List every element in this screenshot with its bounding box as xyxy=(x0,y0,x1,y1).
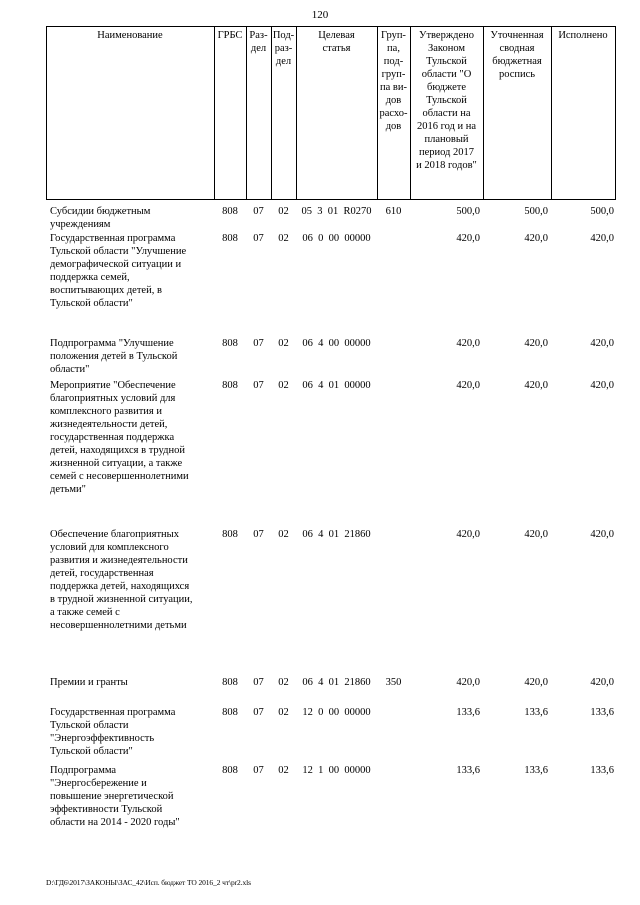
header-razdel: Раз- дел xyxy=(249,30,268,54)
cell-ispolneno: 133,6 xyxy=(590,765,614,776)
cell-name: Государственная программа Тульской области "Улучшение демографической ситуации и поддержка семей, воспитывающих детей, в Тульской области" xyxy=(50,233,187,309)
cell-podrazdel: 02 xyxy=(278,206,289,217)
cell-utverzhdeno: 420,0 xyxy=(456,677,480,688)
cell-celevaya-statya: 05 3 01 R0270 xyxy=(301,206,372,217)
header-celevaya-statya: Целевая статья xyxy=(318,30,355,54)
cell-utverzhdeno: 133,6 xyxy=(456,765,480,776)
cell-utochnennaya: 420,0 xyxy=(524,529,548,540)
cell-celevaya-statya: 12 1 00 00000 xyxy=(302,765,371,776)
cell-grbs: 808 xyxy=(222,677,238,688)
cell-razdel: 07 xyxy=(253,233,264,244)
cell-podrazdel: 02 xyxy=(278,677,289,688)
page-number: 120 xyxy=(311,9,329,21)
cell-razdel: 07 xyxy=(253,765,264,776)
cell-celevaya-statya: 06 4 00 00000 xyxy=(302,338,371,349)
header-podrazdel: Под- раз- дел xyxy=(272,30,295,67)
cell-grbs: 808 xyxy=(222,380,238,391)
cell-podrazdel: 02 xyxy=(278,338,289,349)
cell-name: Субсидии бюджетным учреждениям xyxy=(50,206,151,230)
header-gruppa: Груп- па, под- груп- па ви- дов расхо- дов xyxy=(379,30,408,132)
cell-podrazdel: 02 xyxy=(278,707,289,718)
cell-razdel: 07 xyxy=(253,338,264,349)
cell-grbs: 808 xyxy=(222,206,238,217)
cell-celevaya-statya: 06 4 01 00000 xyxy=(302,380,371,391)
cell-celevaya-statya: 06 4 01 21860 xyxy=(302,529,371,540)
cell-name: Мероприятие "Обеспечение благоприятных условий для комплексного развития и жизнедеятельности детей, государственная поддержка детей, находящихся в трудной жизненной ситуации, а также семей с несовершеннолетними детьми" xyxy=(50,380,189,495)
cell-ispolneno: 420,0 xyxy=(590,677,614,688)
cell-razdel: 07 xyxy=(253,206,264,217)
cell-name: Премии и гранты xyxy=(50,677,128,688)
cell-utverzhdeno: 133,6 xyxy=(456,707,480,718)
footer-file-path: D:\ГД6\2017\ЗАКОНЫ\ЗАС_42\Исп. бюджет ТО 2016_2 чт\pr2.xls xyxy=(46,878,251,887)
cell-utverzhdeno: 420,0 xyxy=(456,338,480,349)
cell-utverzhdeno: 420,0 xyxy=(456,233,480,244)
cell-ispolneno: 420,0 xyxy=(590,380,614,391)
cell-name: Подпрограмма "Энергосбережение и повышение энергетической эффективности Тульской области на 2014 - 2020 годы" xyxy=(50,765,180,828)
cell-podrazdel: 02 xyxy=(278,529,289,540)
cell-utochnennaya: 420,0 xyxy=(524,677,548,688)
cell-grbs: 808 xyxy=(222,233,238,244)
cell-ispolneno: 420,0 xyxy=(590,529,614,540)
cell-razdel: 07 xyxy=(253,380,264,391)
header-bottom-border xyxy=(46,199,616,200)
cell-vid-rashodov: 350 xyxy=(385,677,402,688)
cell-razdel: 07 xyxy=(253,677,264,688)
header-grbs: ГРБС xyxy=(217,30,243,41)
cell-utverzhdeno: 500,0 xyxy=(456,206,480,217)
cell-utochnennaya: 420,0 xyxy=(524,380,548,391)
cell-utochnennaya: 420,0 xyxy=(524,233,548,244)
header-utochnennaya: Уточненная сводная бюджетная роспись xyxy=(490,30,544,80)
cell-ispolneno: 420,0 xyxy=(590,233,614,244)
cell-utochnennaya: 133,6 xyxy=(524,765,548,776)
header-ispolneno: Исполнено xyxy=(558,30,608,41)
cell-podrazdel: 02 xyxy=(278,765,289,776)
cell-celevaya-statya: 06 0 00 00000 xyxy=(302,233,371,244)
cell-utverzhdeno: 420,0 xyxy=(456,380,480,391)
cell-utochnennaya: 420,0 xyxy=(524,338,548,349)
cell-vid-rashodov: 610 xyxy=(385,206,402,217)
cell-name: Подпрограмма "Улучшение положения детей в Тульской области" xyxy=(50,338,178,375)
cell-podrazdel: 02 xyxy=(278,380,289,391)
cell-razdel: 07 xyxy=(253,707,264,718)
cell-ispolneno: 420,0 xyxy=(590,338,614,349)
cell-razdel: 07 xyxy=(253,529,264,540)
cell-grbs: 808 xyxy=(222,529,238,540)
cell-utochnennaya: 133,6 xyxy=(524,707,548,718)
cell-ispolneno: 133,6 xyxy=(590,707,614,718)
cell-grbs: 808 xyxy=(222,707,238,718)
cell-grbs: 808 xyxy=(222,338,238,349)
cell-celevaya-statya: 06 4 01 21860 xyxy=(302,677,371,688)
cell-utverzhdeno: 420,0 xyxy=(456,529,480,540)
cell-ispolneno: 500,0 xyxy=(590,206,614,217)
header-utverzhdeno: Утверждено Законом Тульской области "О бюджете Тульской области на 2016 год и на плановый период 2017 и 2018 годов" xyxy=(416,30,477,171)
cell-grbs: 808 xyxy=(222,765,238,776)
header-name: Наименование xyxy=(97,30,163,41)
cell-name: Государственная программа Тульской области "Энергоэффективность Тульской области" xyxy=(50,707,176,757)
cell-celevaya-statya: 12 0 00 00000 xyxy=(302,707,371,718)
cell-utochnennaya: 500,0 xyxy=(524,206,548,217)
cell-name: Обеспечение благоприятных условий для комплексного развития и жизнедеятельности детей, государственная поддержка детей, находящихся в трудной жизненной ситуации, а также семей с несовершеннолетними детьми xyxy=(50,529,193,631)
cell-podrazdel: 02 xyxy=(278,233,289,244)
header-top-border xyxy=(46,26,616,27)
